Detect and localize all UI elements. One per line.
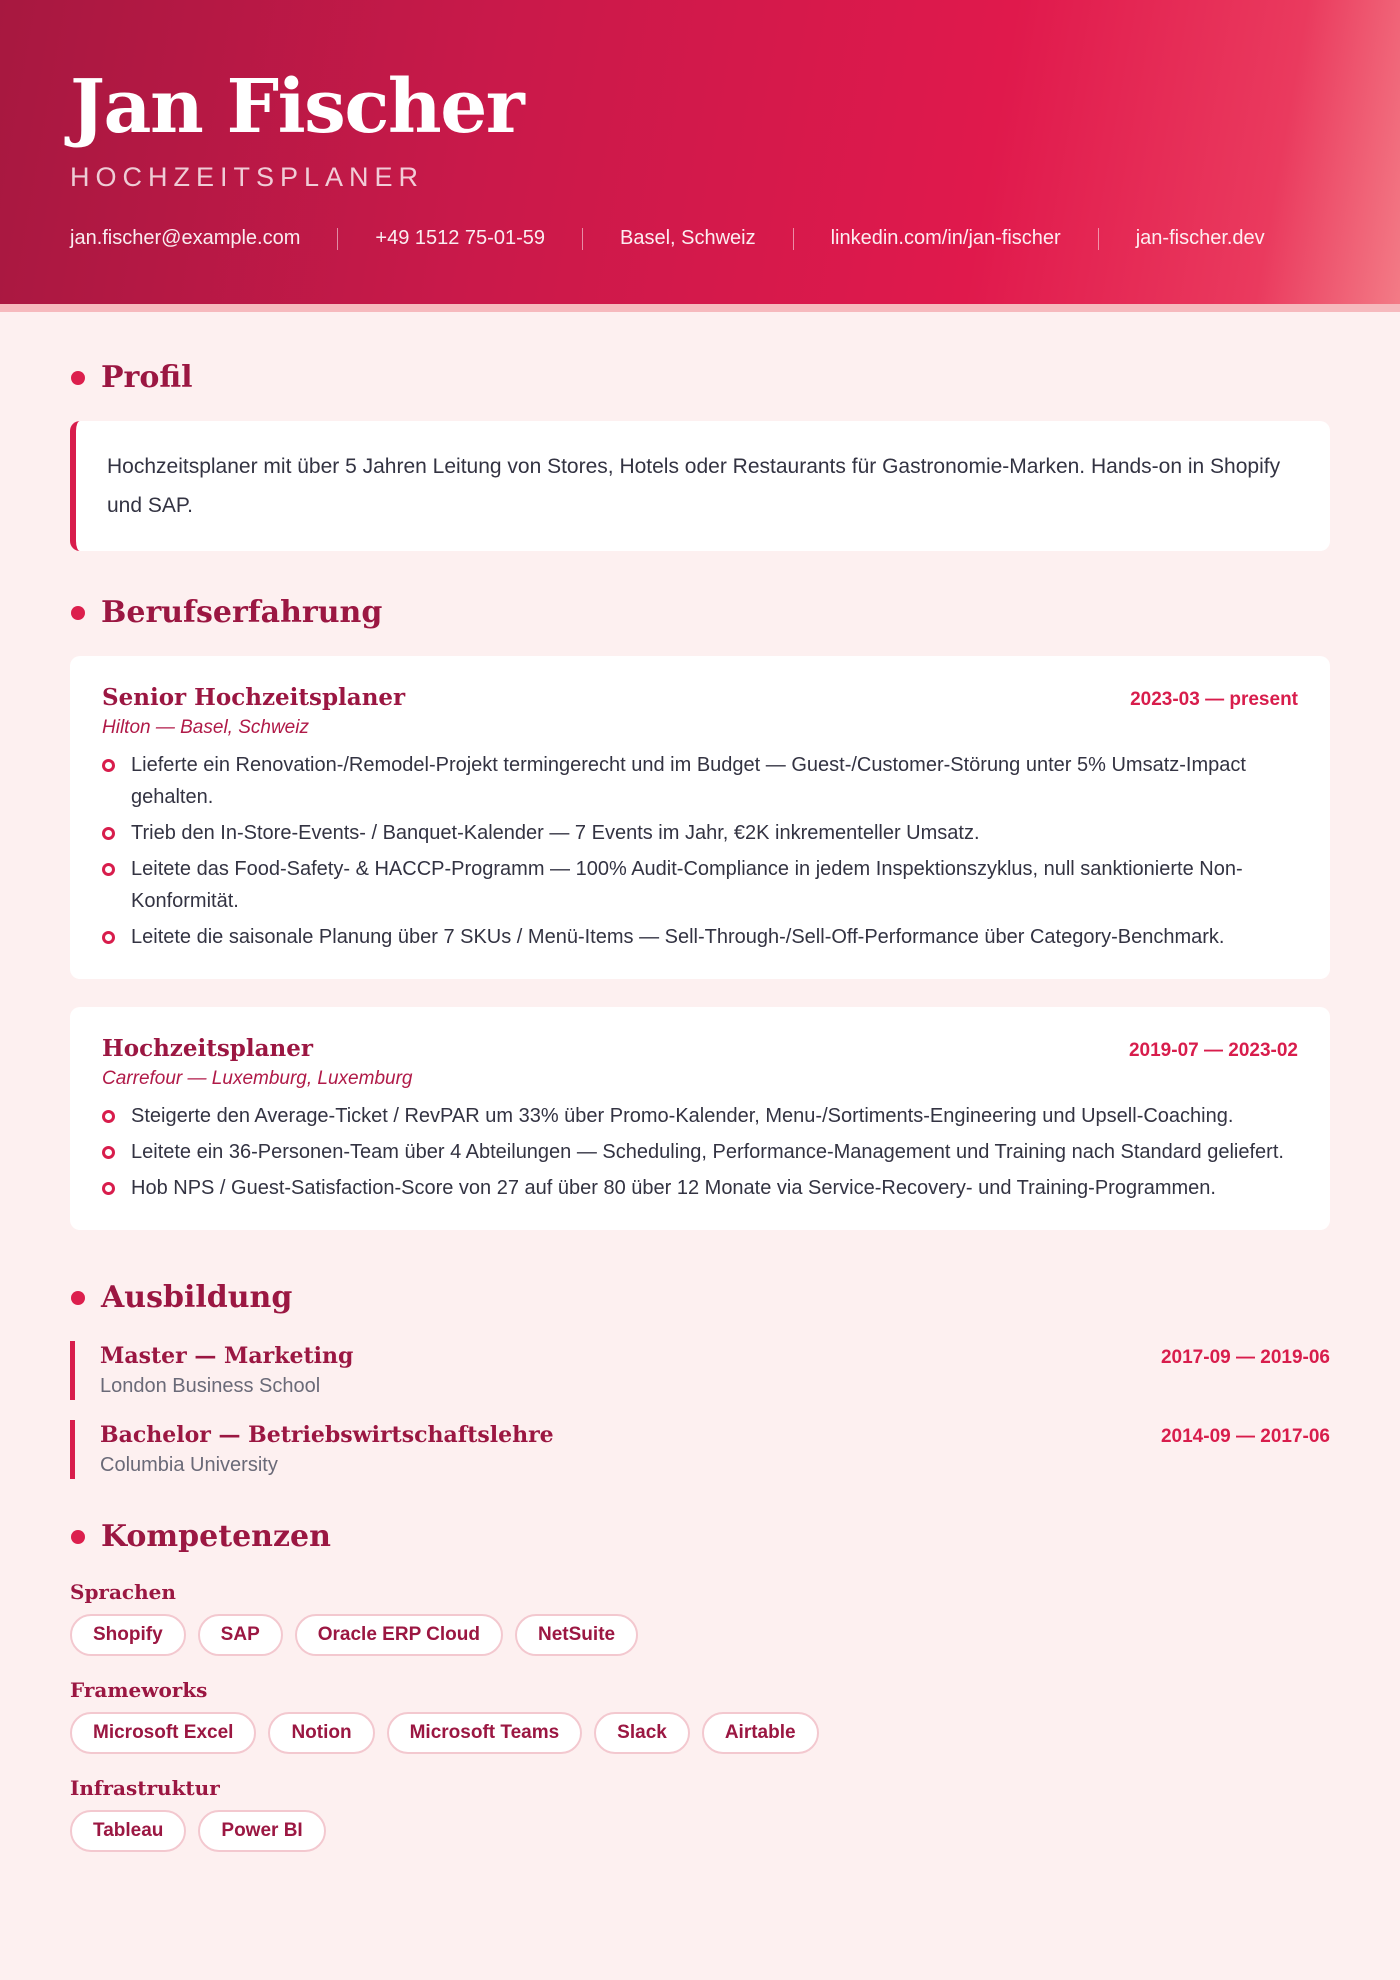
education-school: Columbia University: [100, 1454, 278, 1476]
education-entry: [70, 1420, 1330, 1479]
resume-header: [0, 0, 1400, 304]
skill-chips: [70, 1614, 1330, 1656]
achievement-item: Hob NPS / Guest-Satisfaction-Score von 27 auf über 80 über 12 Monate via Service-Recovery- und Training-Programmen.: [102, 1172, 1298, 1204]
skills-section: [70, 1519, 1330, 1852]
job-achievements: [102, 749, 1298, 953]
achievement-item: Leitete die saisonale Planung über 7 SKUs / Menü-Items — Sell-Through-/Sell-Off-Performance über Category-Benchmark.: [102, 921, 1298, 953]
profile-summary: Hochzeitsplaner mit über 5 Jahren Leitung von Stores, Hotels oder Restaurants für Gastronomie-Marken. Hands-on in Shopify und SAP.: [70, 421, 1330, 551]
skill-chip: Airtable: [702, 1712, 819, 1754]
skill-chip: Shopify: [70, 1614, 186, 1656]
job-date: 2019-07 — 2023-02: [1128, 1040, 1298, 1061]
section-title-education: Ausbildung: [70, 1280, 1330, 1315]
education-date: 2014-09 — 2017-06: [1160, 1426, 1330, 1447]
achievement-item: Leitete ein 36-Personen-Team über 4 Abteilungen — Scheduling, Performance-Management und Training nach Standard geliefert.: [102, 1136, 1298, 1168]
contact-email[interactable]: jan.fischer@example.com: [70, 227, 301, 249]
education-section: [70, 1280, 1330, 1479]
education-entry: [70, 1341, 1330, 1400]
skill-chip: Notion: [268, 1712, 374, 1754]
achievement-item: Lieferte ein Renovation-/Remodel-Projekt termingerecht und im Budget — Guest-/Customer-Störung unter 5% Umsatz-Impact gehalten.: [102, 749, 1298, 813]
bullet-ring-icon: [102, 863, 115, 876]
skill-chip: Power BI: [198, 1810, 325, 1852]
skill-group-label: Frameworks: [70, 1678, 208, 1702]
section-bullet-icon: [71, 1530, 85, 1544]
contact-location: Basel, Schweiz: [619, 227, 756, 249]
candidate-name: Jan Fischer: [70, 64, 524, 150]
skill-chip: Microsoft Excel: [70, 1712, 256, 1754]
achievement-item: Steigerte den Average-Ticket / RevPAR um 33% über Promo-Kalender, Menu-/Sortiments-Engineering und Upsell-Coaching.: [102, 1100, 1298, 1132]
bullet-ring-icon: [102, 931, 115, 944]
job-card: [70, 656, 1330, 979]
skill-group-label: Infrastruktur: [70, 1776, 220, 1800]
bullet-ring-icon: [102, 759, 115, 772]
contact-linkedin[interactable]: linkedin.com/in/jan-fischer: [830, 227, 1061, 249]
bullet-ring-icon: [102, 1182, 115, 1195]
contact-divider: [337, 228, 338, 250]
contact-bar: [70, 227, 1330, 250]
bullet-ring-icon: [102, 1110, 115, 1123]
contact-divider: [582, 228, 583, 250]
skill-chip: Oracle ERP Cloud: [295, 1614, 503, 1656]
section-title-experience: Berufserfahrung: [70, 595, 1330, 630]
contact-divider: [793, 228, 794, 250]
contact-website[interactable]: jan-fischer.dev: [1135, 227, 1265, 249]
section-title-skills: Kompetenzen: [70, 1519, 1330, 1554]
header-accent-strip: [0, 304, 1400, 312]
section-bullet-icon: [71, 371, 85, 385]
job-company: Carrefour — Luxemburg, Luxemburg: [102, 1068, 413, 1089]
skill-chip: Slack: [594, 1712, 690, 1754]
education-degree: Master — Marketing: [100, 1343, 354, 1369]
section-title-profile: Profil: [70, 360, 1330, 395]
skill-chips: [70, 1810, 1330, 1852]
job-date: 2023-03 — present: [1130, 689, 1298, 710]
achievement-item: Trieb den In-Store-Events- / Banquet-Kalender — 7 Events im Jahr, €2K inkrementeller Umsatz.: [102, 817, 1298, 849]
education-degree: Bachelor — Betriebswirtschaftslehre: [100, 1422, 554, 1448]
section-bullet-icon: [71, 606, 85, 620]
job-title: Senior Hochzeitsplaner: [102, 684, 406, 711]
education-date: 2017-09 — 2019-06: [1160, 1347, 1330, 1368]
education-school: London Business School: [100, 1375, 321, 1397]
skill-chip: NetSuite: [515, 1614, 638, 1656]
contact-phone[interactable]: +49 1512 75-01-59: [375, 227, 545, 249]
skill-chips: [70, 1712, 1330, 1754]
skill-chip: SAP: [198, 1614, 283, 1656]
candidate-title: HOCHZEITSPLANER: [70, 162, 425, 192]
achievement-item: Leitete das Food-Safety- & HACCP-Programm — 100% Audit-Compliance in jedem Inspektionszyklus, null sanktionierte Non-Konformität.: [102, 853, 1298, 917]
job-title: Hochzeitsplaner: [102, 1035, 313, 1062]
contact-divider: [1098, 228, 1099, 250]
experience-section: [70, 595, 1330, 1230]
job-card: [70, 1007, 1330, 1230]
section-bullet-icon: [71, 1291, 85, 1305]
skill-group-label: Sprachen: [70, 1580, 176, 1604]
bullet-ring-icon: [102, 1146, 115, 1159]
job-company: Hilton — Basel, Schweiz: [102, 717, 309, 738]
resume-body: [0, 304, 1400, 1852]
profile-section: [70, 360, 1330, 551]
bullet-ring-icon: [102, 827, 115, 840]
job-achievements: [102, 1100, 1298, 1204]
skill-chip: Tableau: [70, 1810, 186, 1852]
skill-chip: Microsoft Teams: [387, 1712, 583, 1754]
